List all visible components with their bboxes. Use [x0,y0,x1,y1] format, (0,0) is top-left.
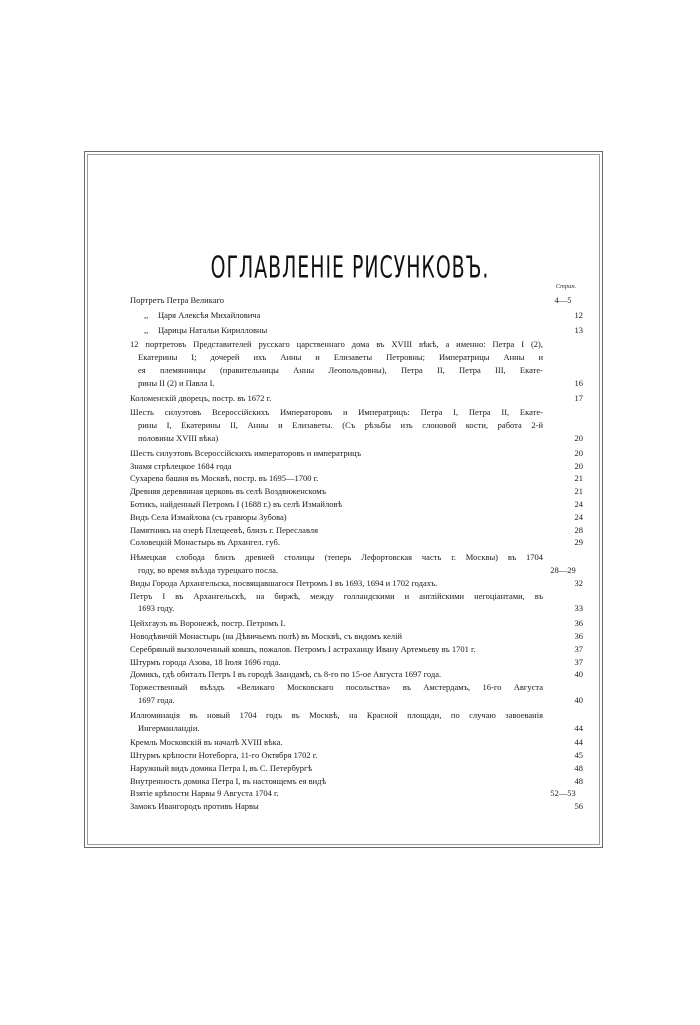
entry-title-line: 1693 году. [138,603,175,614]
table-of-illustrations [130,294,584,813]
entry-title-line: Ингерманландіи. [138,722,200,733]
entry-title-line: рины I, Екатерины II, Анны и Елизаветы. (Съ рѣзьбы изъ слоновой кости, работа 2-й [138,420,543,431]
page-number: 37 [574,656,583,667]
page-number: 28—29 [550,564,576,575]
entry-title: Знамя стрѣлецкое 1684 года [130,460,232,471]
toc-entry [130,406,584,444]
toc-entry [130,681,584,707]
page-number: 56 [574,801,583,812]
entry-title: Портретъ Петра Великаго [130,295,225,305]
page-number: 36 [574,618,583,629]
page-number: 12 [574,309,583,320]
ditto-mark: ,, [144,309,149,320]
entry-title: Наружный видъ домика Петра I, въ С. Петербургѣ [130,762,313,773]
toc-entry [130,511,584,524]
entry-title-line: 1697 года. [138,694,175,705]
entry-title: Шесть силуэтовъ Всероссійскихъ императоровъ и императрицъ [130,447,362,458]
entry-title: Серебряный вызолоченный ковшъ, пожалов. Петромъ I астраханцу Ивану Артемьеву въ 1701 г. [130,643,476,654]
entry-title: Царицы Натальи Кирилловны [158,324,268,335]
entry-title-line: Иллюминація въ новый 1704 годъ въ Москвѣ, на Красной площади, по случаю завоеванія [130,709,543,720]
entry-title: Цейхгаузъ въ Воронежѣ, постр. Петромъ I. [130,618,286,629]
page-number: 20 [574,460,583,471]
page-number: 24 [574,511,583,522]
ditto-mark: ,, [144,324,149,335]
toc-entry [130,309,584,322]
entry-title: Новодѣвичій Монастырь (на Дѣвичьемъ полѣ) въ Москвѣ, съ видомъ келій [130,630,403,641]
page-number: 48 [574,775,583,786]
entry-title: Сухарева башня въ Москвѣ, постр. въ 1695—1700 г. [130,473,319,484]
toc-entry [130,643,584,656]
entry-title: Соловецкій Монастырь въ Архангел. губ. [130,537,280,548]
toc-entry [130,736,584,749]
entry-title: Памятникъ на озерѣ Плещеевѣ, близъ г. Переславля [130,524,319,535]
page-number: 33 [574,603,583,614]
toc-entry [130,617,584,630]
page-number: 17 [574,392,583,403]
toc-entry [130,472,584,485]
toc-entry [130,590,584,616]
toc-entry [130,551,584,577]
page-title: ОГЛАВЛЕНІЕ РИСУНКОВЪ. [210,250,490,285]
entry-title: Видъ Села Измайлова (съ гравюры Зубова) [130,511,287,522]
entry-title-line: году, во время въѣзда турецкаго посла. [138,564,279,575]
toc-entry [130,630,584,643]
page-number: 4—5 [554,295,572,305]
toc-entry [130,392,584,405]
entry-title-line: половины XVIII вѣка) [138,432,219,443]
page-column-header: Стран. [555,283,577,290]
page-number: 40 [574,669,583,680]
page-number: 20 [574,447,583,458]
toc-entry [130,787,584,800]
toc-entry [130,762,584,775]
entry-title: Древняя деревянная церковь въ селѣ Воздвиженскомъ [130,486,327,497]
toc-entry [130,775,584,788]
entry-title-line: Екатерины I; дочерей ихъ Анны и Елизаветы Петровны; Императрицы Анны и [138,352,543,363]
page-number: 36 [574,630,583,641]
page-number: 29 [574,537,583,548]
page-number: 32 [574,577,583,588]
entry-title: Взятіе крѣпости Нарвы 9 Августа 1704 г. [130,788,279,799]
entry-title-line: 12 портретовъ Представителей русскаго царственнаго дома въ XVIII вѣкѣ, а именно: Петра I (2), [130,339,543,350]
entry-title: Внутренность домика Петра I, въ настоящемъ ея видѣ [130,775,327,786]
toc-entry [130,485,584,498]
page-number: 52—53 [550,788,576,799]
toc-entry [130,460,584,473]
entry-title: Ботикъ, найденный Петромъ I (1688 г.) въ селѣ Измайловѣ [130,498,343,509]
entry-title: Штурмъ крѣпости Нотеборга, 11-го Октября 1702 г. [130,750,318,761]
entry-title: Коломенскій дворецъ, постр. въ 1672 г. [130,392,272,403]
toc-entry [130,498,584,511]
page-number: 21 [574,473,583,484]
page-number: 40 [574,694,583,705]
entry-title-line: ея племянницы (правительницы Анны Леопольдовны), Петра II, Петра III, Екате- [138,364,543,375]
toc-entry [130,800,584,813]
toc-entry [130,338,584,389]
entry-title: Виды Города Архангельска, посвящавшагося Петромъ I въ 1693, 1694 и 1702 годахъ. [130,577,438,588]
entry-title: Кремль Московскій въ началѣ XVIII вѣка. [130,737,283,748]
toc-entry [130,294,584,307]
page-number: 45 [574,750,583,761]
page-number: 28 [574,524,583,535]
entry-title-line: рины II (2) и Павла I. [138,377,215,388]
page-number: 13 [574,324,583,335]
page-number: 44 [574,722,583,733]
toc-entry [130,536,584,549]
page-number: 37 [574,643,583,654]
toc-entry [130,668,584,681]
page-number: 44 [574,737,583,748]
entry-title-line: Торжественный въѣздъ «Великаго Московскаго посольства» въ Амстердамъ, 16-го Августа [130,682,543,693]
entry-title-line: Петръ I въ Архангельскѣ, на биржѣ, между голландскими и англійскими негоціантами, въ [130,590,543,601]
page-number: 16 [574,377,583,388]
entry-title: Штурмъ города Азова, 18 Іюля 1696 года. [130,656,281,667]
entry-title: Домикъ, гдѣ обиталъ Петръ I въ городѣ Заандамѣ, съ 8-го по 15-ое Августа 1697 года. [130,669,442,680]
toc-entry [130,749,584,762]
toc-entry [130,577,584,590]
page-number: 21 [574,486,583,497]
entry-title: Замокъ Ивангородъ противъ Нарвы [130,801,259,812]
toc-entry [130,709,584,735]
toc-entry [130,447,584,460]
entry-title-line: Нѣмецкая слобода близъ древней столицы (теперь Лефортовская часть г. Москвы) въ 1704 [130,552,543,563]
toc-entry [130,524,584,537]
page-number: 24 [574,498,583,509]
toc-entry [130,656,584,669]
entry-title: Царя Алексѣя Михайловича [158,309,261,320]
page-number: 48 [574,762,583,773]
toc-entry [130,324,584,337]
entry-title-line: Шесть силуэтовъ Всероссійскихъ Императоровъ и Императрицъ: Петра I, Петра II, Екате- [130,407,543,418]
page-number: 20 [574,432,583,443]
